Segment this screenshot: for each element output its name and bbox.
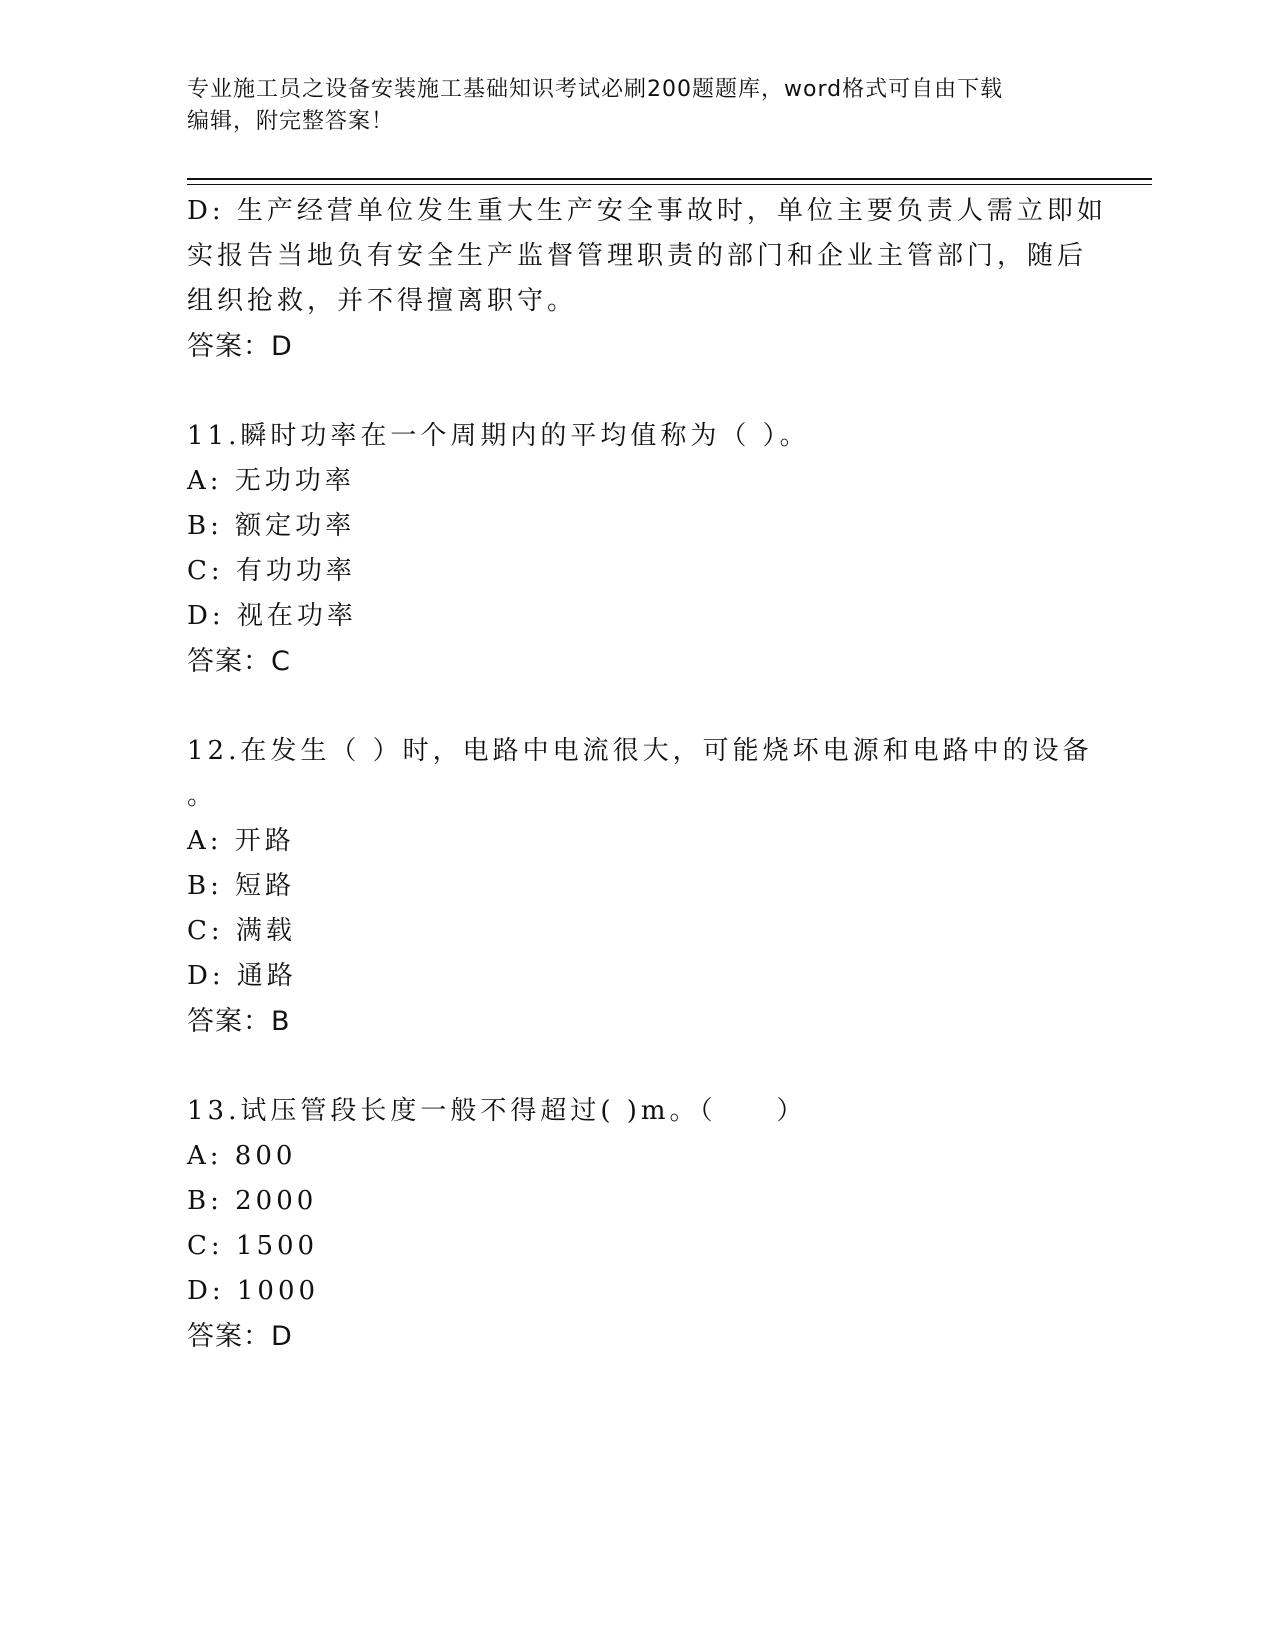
question-stem: 13.试压管段长度一般不得超过( )m。（ ） <box>187 1096 807 1126</box>
answer-line: 答案：B <box>187 1006 291 1037</box>
option-d: D: 1000 <box>187 1276 320 1306</box>
answer-line: 答案：D <box>187 331 293 362</box>
question-stem-continuation: 。 <box>187 781 218 811</box>
document-body <box>187 189 1107 1359</box>
answer-line: 答案：D <box>187 1321 293 1352</box>
header-divider-thin <box>187 184 1152 185</box>
option-a: A: 开路 <box>187 826 295 856</box>
spacer <box>187 1044 1087 1089</box>
option-c: C: 满载 <box>187 916 296 946</box>
question-11 <box>187 414 1087 684</box>
option-d: D: 通路 <box>187 961 297 991</box>
question-stem: 12.在发生（ ）时，电路中电流很大，可能烧坏电源和电路中的设备 <box>187 736 1093 766</box>
option-d-line-2: 实报告当地负有安全生产监督管理职责的部门和企业主管部门，随后 <box>187 241 1088 271</box>
header-line-1: 专业施工员之设备安装施工基础知识考试必刷200题题库，word格式可自由下载 <box>187 77 1004 102</box>
option-a: A: 无功功率 <box>187 466 355 496</box>
option-c: C: 有功功率 <box>187 556 356 586</box>
question-12 <box>187 729 1093 1044</box>
option-a: A: 800 <box>187 1141 297 1171</box>
answer-line: 答案：C <box>187 646 291 677</box>
option-b: B: 短路 <box>187 871 296 901</box>
option-b: B: 额定功率 <box>187 511 356 541</box>
question-stem: 11.瞬时功率在一个周期内的平均值称为（ ）。 <box>187 421 810 451</box>
option-d-line-3: 组织抢救，并不得擅离职守。 <box>187 286 578 316</box>
question-13 <box>187 1089 1087 1359</box>
option-d: D: 视在功率 <box>187 601 357 631</box>
option-c: C: 1500 <box>187 1231 319 1261</box>
document-header <box>187 74 1087 138</box>
spacer <box>187 684 1087 729</box>
previous-question-tail <box>187 189 1107 369</box>
spacer <box>187 369 1087 414</box>
header-line-2: 编辑，附完整答案！ <box>187 109 395 134</box>
option-b: B: 2000 <box>187 1186 318 1216</box>
header-divider-thick <box>187 178 1152 180</box>
option-d-line-1: D: 生产经营单位发生重大生产安全事故时，单位主要负责人需立即如 <box>187 196 1107 226</box>
